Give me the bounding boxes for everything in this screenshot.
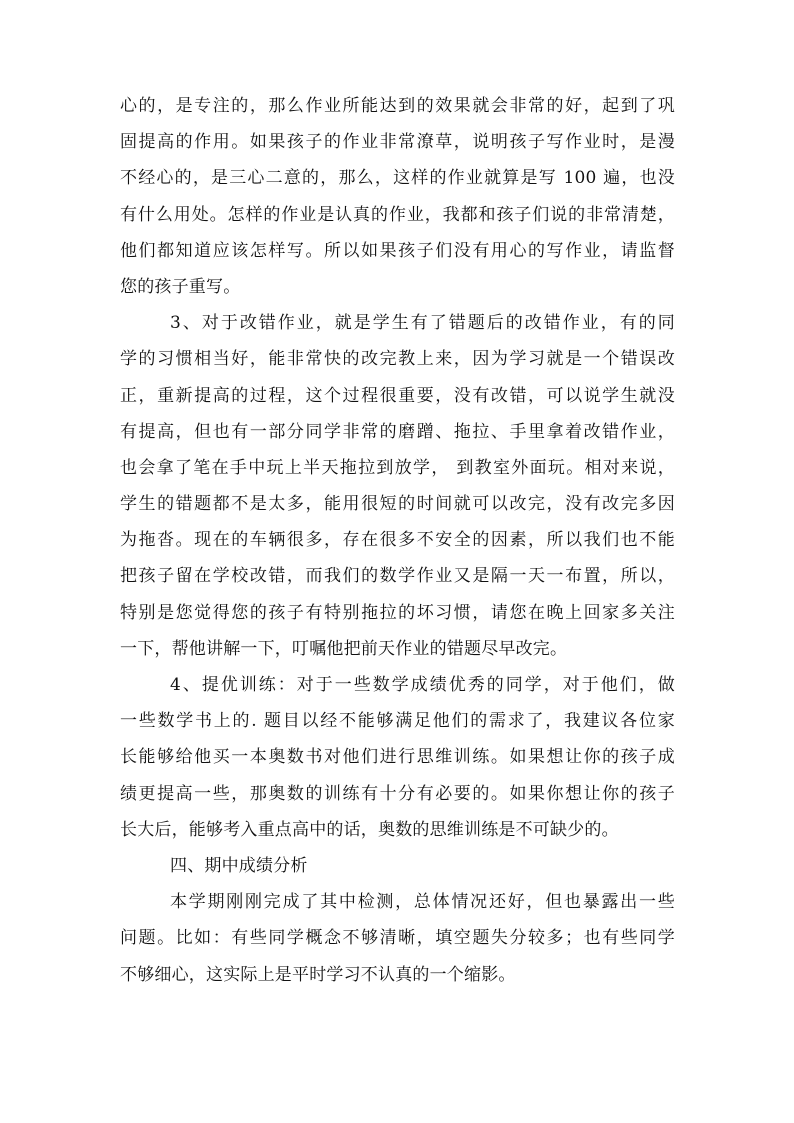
text-line: 特别是您觉得您的孩子有特别拖拉的坏习惯，请您在晚上回家多关注 bbox=[120, 602, 675, 623]
text-line: 绩更提高一些，那奥数的训练有十分有必要的。如果你想让你的孩子 bbox=[120, 783, 675, 804]
document-page bbox=[120, 88, 675, 993]
text-line: 不够细心，这实际上是平时学习不认真的一个缩影。 bbox=[120, 964, 516, 985]
text-line: 为拖沓。现在的车辆很多，存在很多不安全的因素，所以我们也不能 bbox=[120, 530, 675, 551]
text-line: 不经心的，是三心二意的，那么，这样的作业就算是写 100 遍，也没 bbox=[120, 168, 675, 189]
text-line: 他们都知道应该怎样写。所以如果孩子们没有用心的写作业，请监督 bbox=[120, 240, 675, 261]
text-line: 心的，是专注的，那么作业所能达到的效果就会非常的好，起到了巩 bbox=[120, 96, 675, 116]
text-line: 长大后，能够考入重点高中的话，奥数的思维训练是不可缺少的。 bbox=[120, 819, 619, 840]
text-line: 问题。比如：有些同学概念不够清晰，填空题失分较多；也有些同学 bbox=[120, 928, 675, 949]
text-line: 本学期刚刚完成了其中检测，总体情况还好，但也暴露出一些 bbox=[170, 892, 675, 913]
text-line: 3、对于改错作业，就是学生有了错题后的改错作业，有的同 bbox=[170, 313, 675, 334]
section-heading-midterm bbox=[120, 848, 675, 884]
paragraph-advanced-training bbox=[120, 667, 675, 848]
text-line: 长能够给他买一本奥数书对他们进行思维训练。如果想让你的孩子成 bbox=[120, 747, 675, 768]
paragraph-midterm-analysis bbox=[120, 884, 675, 993]
text-line: 您的孩子重写。 bbox=[120, 276, 241, 297]
text-line: 有提高，但也有一部分同学非常的磨蹭、拖拉、手里拿着改错作业， bbox=[120, 421, 675, 442]
text-line: 学的习惯相当好，能非常快的改完教上来，因为学习就是一个错误改 bbox=[120, 349, 675, 370]
text-line: 有什么用处。怎样的作业是认真的作业，我都和孩子们说的非常清楚， bbox=[120, 204, 675, 225]
text-line: 一下，帮他讲解一下，叮嘱他把前天作业的错题尽早改完。 bbox=[120, 638, 568, 659]
paragraph-correction-homework bbox=[120, 305, 675, 667]
text-line: 4、提优训练：对于一些数学成绩优秀的同学，对于他们，做 bbox=[170, 675, 675, 695]
text-line: 正，重新提高的过程，这个过程很重要，没有改错，可以说学生就没 bbox=[120, 385, 675, 406]
text-line: 固提高的作用。如果孩子的作业非常潦草，说明孩子写作业时，是漫 bbox=[120, 132, 675, 153]
text-line: 学生的错题都不是太多，能用很短的时间就可以改完，没有改完多因 bbox=[120, 494, 675, 515]
text-line: 也会拿了笔在手中玩上半天拖拉到放学， 到教室外面玩。相对来说， bbox=[120, 457, 675, 478]
text-line: 把孩子留在学校改错，而我们的数学作业又是隔一天一布置，所以， bbox=[120, 566, 675, 587]
section-heading: 四、期中成绩分析 bbox=[170, 855, 308, 876]
text-line: 一些数学书上的. 题目以经不能够满足他们的需求了，我建议各位家 bbox=[120, 711, 675, 732]
paragraph-homework-quality bbox=[120, 88, 675, 305]
